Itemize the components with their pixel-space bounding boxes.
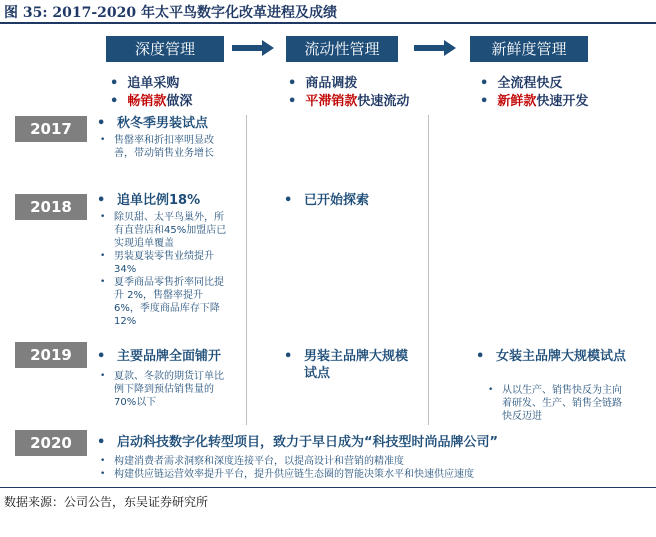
column1-bullet-2: • 畅销款做深	[110, 94, 193, 109]
2017-sub-list	[100, 134, 230, 160]
sub-item: • 除贝甜、太平鸟巢外，所有直营店和45%加盟店已实现追单覆盖	[100, 211, 232, 250]
column2-bullet-1: • 商品调拨	[288, 76, 358, 91]
2019-column3-item: • 女装主品牌大规模试点	[476, 349, 627, 364]
right-arrow-icon	[232, 40, 274, 56]
column2-bullet-2: • 平滞销款快速流动	[288, 94, 410, 109]
2017-main-item: • 秋冬季男装试点	[97, 116, 209, 131]
2020-sub-list	[100, 455, 640, 481]
2018-column2-item: • 已开始探索	[284, 193, 370, 208]
sub-item: • 夏季商品零售折率同比提升 2%，售罄率提升 6%，季度商品库存下降 12%	[100, 276, 232, 328]
sub-item: • 售罄率和折扣率明显改善，带动销售业务增长	[100, 134, 230, 160]
top-rule	[0, 22, 656, 24]
column3-bullet-2: • 新鲜款快速开发	[480, 94, 589, 109]
year-badge-2020: 2020	[15, 430, 87, 456]
figure-title: 图 35: 2017-2020 年太平鸟数字化改革进程及成绩	[4, 5, 338, 21]
sub-item: • 构建消费者需求洞察和深度连接平台，以提高设计和营销的精准度	[100, 455, 640, 468]
column3-bullet-1: • 全流程快反	[480, 76, 563, 91]
column1-bullet-1: • 追单采购	[110, 76, 180, 91]
bottom-rule	[0, 487, 656, 488]
2020-main-item: • 启动科技数字化转型项目，致力于早日成为“科技型时尚品牌公司”	[97, 435, 499, 450]
sub-item: • 构建供应链运营效率提升平台，提升供应链生态圈的智能决策水平和快速供应速度	[100, 468, 640, 481]
2019-main-item: • 主要品牌全面铺开	[97, 349, 222, 364]
2018-main-item: • 追单比例18%	[97, 193, 201, 208]
year-badge-2018: 2018	[15, 194, 87, 220]
year-badge-2017: 2017	[15, 116, 87, 142]
column-separator	[428, 115, 429, 425]
2019-column3-sub-list	[488, 384, 626, 423]
source-note: 数据来源：公司公告，东吴证券研究所	[4, 495, 209, 509]
header-freshness-management: 新鲜度管理	[470, 36, 588, 62]
2018-sub-list	[100, 211, 232, 328]
2019-column2-item: • 男装主品牌大规模试点	[284, 349, 409, 381]
year-badge-2019: 2019	[15, 342, 87, 368]
sub-item: • 男装夏装零售业绩提升 34%	[100, 250, 232, 276]
header-depth-management: 深度管理	[106, 36, 224, 62]
sub-item: • 夏款、冬款的期货订单比例下降到预估销售量的70%以下	[100, 370, 232, 409]
sub-item: • 从以生产、销售快反为主向着研发、生产、销售全链路快反迈进	[488, 384, 626, 423]
2019-sub-list	[100, 370, 232, 409]
column-separator	[246, 115, 247, 425]
right-arrow-icon	[414, 40, 456, 56]
header-liquidity-management: 流动性管理	[286, 36, 398, 62]
